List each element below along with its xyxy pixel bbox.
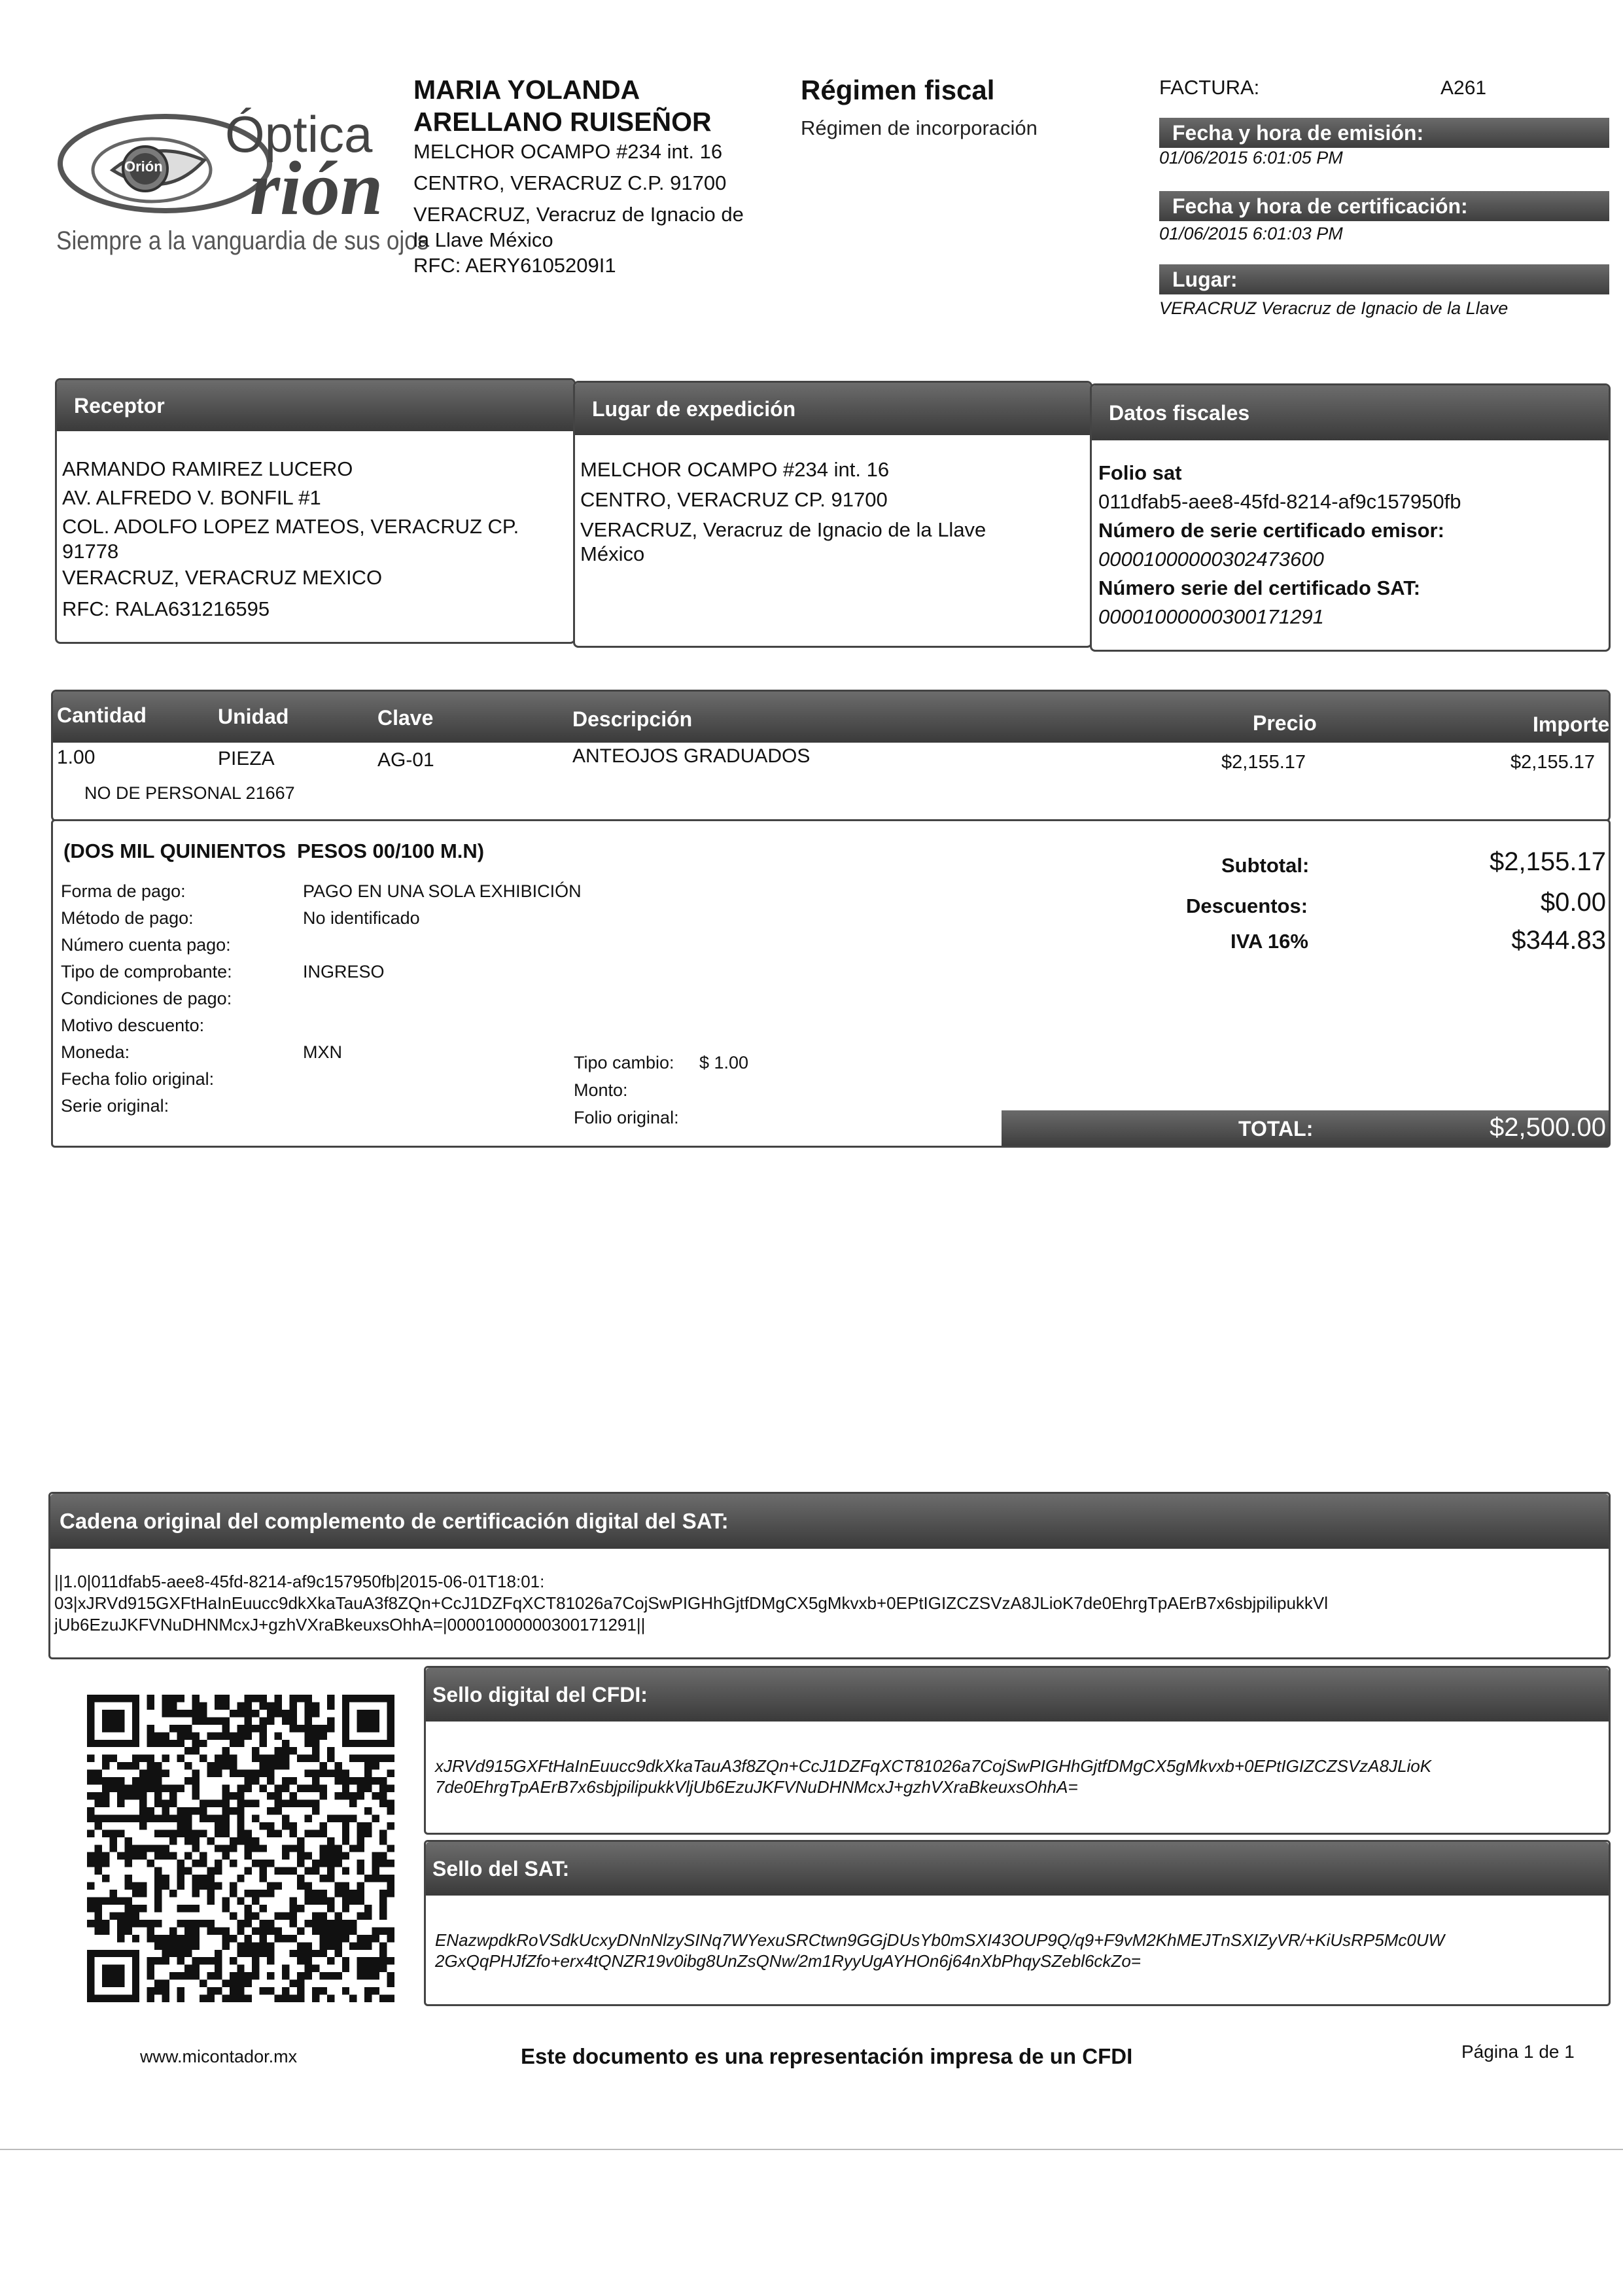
col-importe: Importe <box>1533 713 1610 736</box>
row-unidad: PIEZA <box>218 748 275 769</box>
expedicion-header: Lugar de expedición <box>575 383 1091 435</box>
serie-sat-value: 00001000000300171291 <box>1098 605 1324 628</box>
certificacion-value: 01/06/2015 6:01:03 PM <box>1159 224 1343 243</box>
emision-label-bar <box>1159 118 1609 148</box>
issuer-name-line1: MARIA YOLANDA <box>413 75 640 105</box>
receptor-line: AV. ALFREDO V. BONFIL #1 <box>62 486 321 509</box>
emision-label: Fecha y hora de emisión: <box>1172 121 1424 145</box>
serie-emisor-label: Número de serie certificado emisor: <box>1098 519 1444 542</box>
regimen-fiscal-value: Régimen de incorporación <box>801 116 1038 139</box>
receptor-line: COL. ADOLFO LOPEZ MATEOS, VERACRUZ CP. <box>62 515 519 538</box>
field-label: Motivo descuento: <box>61 1016 205 1035</box>
summary-panel <box>51 819 1611 1148</box>
field-label: Número cuenta pago: <box>61 935 231 955</box>
lugar-label-bar <box>1159 264 1609 294</box>
tipo-cambio-value: $ 1.00 <box>699 1053 749 1072</box>
iva-label: IVA 16% <box>1230 930 1308 953</box>
sello-cfdi-panel <box>424 1666 1611 1835</box>
field-forma-pago <box>61 881 582 908</box>
expedicion-line: CENTRO, VERACRUZ CP. 91700 <box>580 488 888 511</box>
descuentos-value: $0.00 <box>1540 888 1606 917</box>
field-serie-original <box>61 1096 232 1123</box>
field-label: Forma de pago: <box>61 881 186 901</box>
footer-website: www.micontador.mx <box>140 2047 298 2066</box>
field-label: Método de pago: <box>61 908 194 928</box>
sello-cfdi-line: xJRVd915GXFtHaInEuucc9dkXkaTauA3f8ZQn+CcJ1DZFqXCT81026a7CojSwPIGHhGjtfDMgCX5gMkvxb+0EPtIGIZCZSVzA8JLioK <box>435 1756 1432 1776</box>
iva-value: $344.83 <box>1511 926 1606 955</box>
total-bar <box>1002 1110 1609 1146</box>
footer-note: Este documento es una representación impresa de un CFDI <box>521 2044 1133 2068</box>
amount-in-words: (DOS MIL QUINIENTOS PESOS 00/100 M.N) <box>63 839 485 862</box>
subtotal-value: $2,155.17 <box>1490 847 1606 876</box>
serie-emisor-value: 00001000000302473600 <box>1098 548 1324 571</box>
col-precio: Precio <box>1253 711 1317 735</box>
fiscales-body <box>1098 459 1461 631</box>
receptor-header: Receptor <box>57 380 574 431</box>
field-label: Moneda: <box>61 1042 130 1062</box>
field-value: MXN <box>303 1042 342 1062</box>
monto-label: Monto: <box>574 1080 628 1100</box>
folio-original-label: Folio original: <box>574 1108 679 1127</box>
subtotal-label: Subtotal: <box>1221 854 1310 877</box>
qr-code-icon <box>87 1695 394 2002</box>
sello-cfdi-header: Sello digital del CFDI: <box>426 1668 1609 1722</box>
cadena-body <box>54 1571 1328 1636</box>
lugar-value: VERACRUZ Veracruz de Ignacio de la Llave <box>1159 298 1509 318</box>
field-fecha-folio-original <box>61 1069 232 1096</box>
regimen-fiscal-title: Régimen fiscal <box>801 75 995 105</box>
field-value: INGRESO <box>303 962 385 981</box>
logo-tagline: Siempre a la vanguardia de sus ojos <box>56 226 429 255</box>
sello-sat-line: ENazwpdkRoVSdkUcxyDNnNlzySINq7WYexuSRCtwn9GGjDUsYb0mSXI43OUP9Q/q9+F9vM2KhMEJTnSXIZyVR/+KiUsRP5Mc0UW <box>435 1930 1445 1950</box>
cadena-header: Cadena original del complemento de certificación digital del SAT: <box>50 1494 1609 1549</box>
logo-badge: Orión <box>124 158 163 175</box>
issuer-rfc: RFC: AERY6105209I1 <box>413 254 616 277</box>
issuer-address4: la Llave México <box>413 228 553 251</box>
issuer-address3: VERACRUZ, Veracruz de Ignacio de <box>413 203 744 226</box>
field-motivo-descuento <box>61 1016 232 1042</box>
cadena-line: jUb6EzuJKFVNuDHNMcxJ+gzhVXraBkeuxsOhhA=|00001000000300171291|| <box>54 1615 646 1634</box>
col-clave: Clave <box>377 706 434 730</box>
receptor-line: VERACRUZ, VERACRUZ MEXICO <box>62 566 383 589</box>
field-moneda <box>61 1042 342 1069</box>
field-label: Fecha folio original: <box>61 1069 215 1089</box>
receptor-line: 91778 <box>62 540 119 563</box>
page-bottom-rule <box>0 2149 1623 2150</box>
field-condiciones-pago <box>61 989 232 1016</box>
field-label: Tipo de comprobante: <box>61 962 232 981</box>
table-row <box>53 743 1609 788</box>
sello-cfdi-body <box>435 1756 1431 1797</box>
logo-brand-bottom: rión <box>250 145 383 231</box>
sello-sat-body <box>435 1930 1444 1971</box>
field-label: Serie original: <box>61 1096 169 1116</box>
items-header-row <box>53 692 1609 743</box>
sello-sat-line: 2GxQqPHJfZfo+erx4tQNZR19v0ibg8UnZsQNw/2m1RyyUgAYHOn6j64nXbPhqySZebl6ckZo= <box>435 1951 1141 1971</box>
total-label: TOTAL: <box>1238 1117 1314 1140</box>
issuer-address1: MELCHOR OCAMPO #234 int. 16 <box>413 140 723 163</box>
receptor-line: RFC: RALA631216595 <box>62 597 270 620</box>
footer-page: Página 1 de 1 <box>1461 2041 1575 2062</box>
field-numero-cuenta <box>61 935 232 962</box>
serie-sat-label: Número serie del certificado SAT: <box>1098 576 1421 599</box>
logo-brand-top: Óptica <box>225 105 373 163</box>
field-label: Condiciones de pago: <box>61 989 232 1008</box>
factura-number: A261 <box>1440 77 1487 99</box>
expedicion-line: México <box>580 542 645 565</box>
col-unidad: Unidad <box>218 705 289 728</box>
tipo-cambio-label: Tipo cambio: <box>574 1053 674 1072</box>
cadena-panel <box>48 1492 1611 1659</box>
sello-sat-header: Sello del SAT: <box>426 1842 1609 1896</box>
col-descripcion: Descripción <box>572 707 693 731</box>
company-logo <box>54 98 429 268</box>
folio-sat-value: 011dfab5-aee8-45fd-8214-af9c157950fb <box>1098 490 1461 513</box>
expedicion-line: MELCHOR OCAMPO #234 int. 16 <box>580 458 890 481</box>
field-value: PAGO EN UNA SOLA EXHIBICIÓN <box>303 881 582 901</box>
items-table <box>51 690 1611 822</box>
field-value: No identificado <box>303 908 420 928</box>
row-importe: $2,155.17 <box>1510 752 1596 773</box>
cadena-line: 03|xJRVd915GXFtHaInEuucc9dkXkaTauA3f8ZQn+CcJ1DZFqXCT81026a7CojSwPIGHhGjtfDMgCX5gMkvxb+0EPtIGIZCZSVzA8JLioK7de0EhrgTpAErB7x6sbjpilipukkVl <box>54 1593 1329 1613</box>
field-tipo-comprobante <box>61 962 385 989</box>
folio-sat-label: Folio sat <box>1098 461 1182 484</box>
lugar-label: Lugar: <box>1172 268 1238 291</box>
sello-cfdi-line: 7de0EhrgTpAErB7x6sbjpilipukkVljUb6EzuJKFVNuDHNMcxJ+gzhVXraBkeuxsOhhA= <box>435 1777 1078 1797</box>
emision-value: 01/06/2015 6:01:05 PM <box>1159 148 1343 168</box>
certificacion-label: Fecha y hora de certificación: <box>1172 194 1468 218</box>
expedicion-line: VERACRUZ, Veracruz de Ignacio de la Llave <box>580 518 986 541</box>
cadena-line: ||1.0|011dfab5-aee8-45fd-8214-af9c157950fb|2015-06-01T18:01: <box>54 1572 545 1591</box>
descuentos-label: Descuentos: <box>1186 894 1308 917</box>
fiscales-panel <box>1090 383 1611 652</box>
issuer-address2: CENTRO, VERACRUZ C.P. 91700 <box>413 171 727 194</box>
col-cantidad: Cantidad <box>57 703 147 727</box>
row-clave: AG-01 <box>377 749 434 771</box>
total-value: $2,500.00 <box>1490 1113 1606 1142</box>
factura-label: FACTURA: <box>1159 76 1260 99</box>
certificacion-label-bar <box>1159 191 1609 221</box>
sello-sat-panel <box>424 1840 1611 2006</box>
receptor-body <box>62 455 519 625</box>
issuer-block <box>413 73 780 280</box>
row-descripcion: ANTEOJOS GRADUADOS <box>572 745 811 767</box>
fiscales-header: Datos fiscales <box>1092 385 1609 440</box>
expedicion-body <box>580 455 986 563</box>
summary-fields <box>61 881 582 1123</box>
issuer-name-line2: ARELLANO RUISEÑOR <box>413 107 712 137</box>
row-note: NO DE PERSONAL 21667 <box>84 783 295 803</box>
expedicion-panel <box>573 381 1092 648</box>
receptor-panel <box>55 378 576 644</box>
row-cantidad: 1.00 <box>57 747 96 768</box>
row-precio: $2,155.17 <box>1221 752 1306 773</box>
field-metodo-pago <box>61 908 420 935</box>
receptor-line: ARMANDO RAMIREZ LUCERO <box>62 457 353 480</box>
